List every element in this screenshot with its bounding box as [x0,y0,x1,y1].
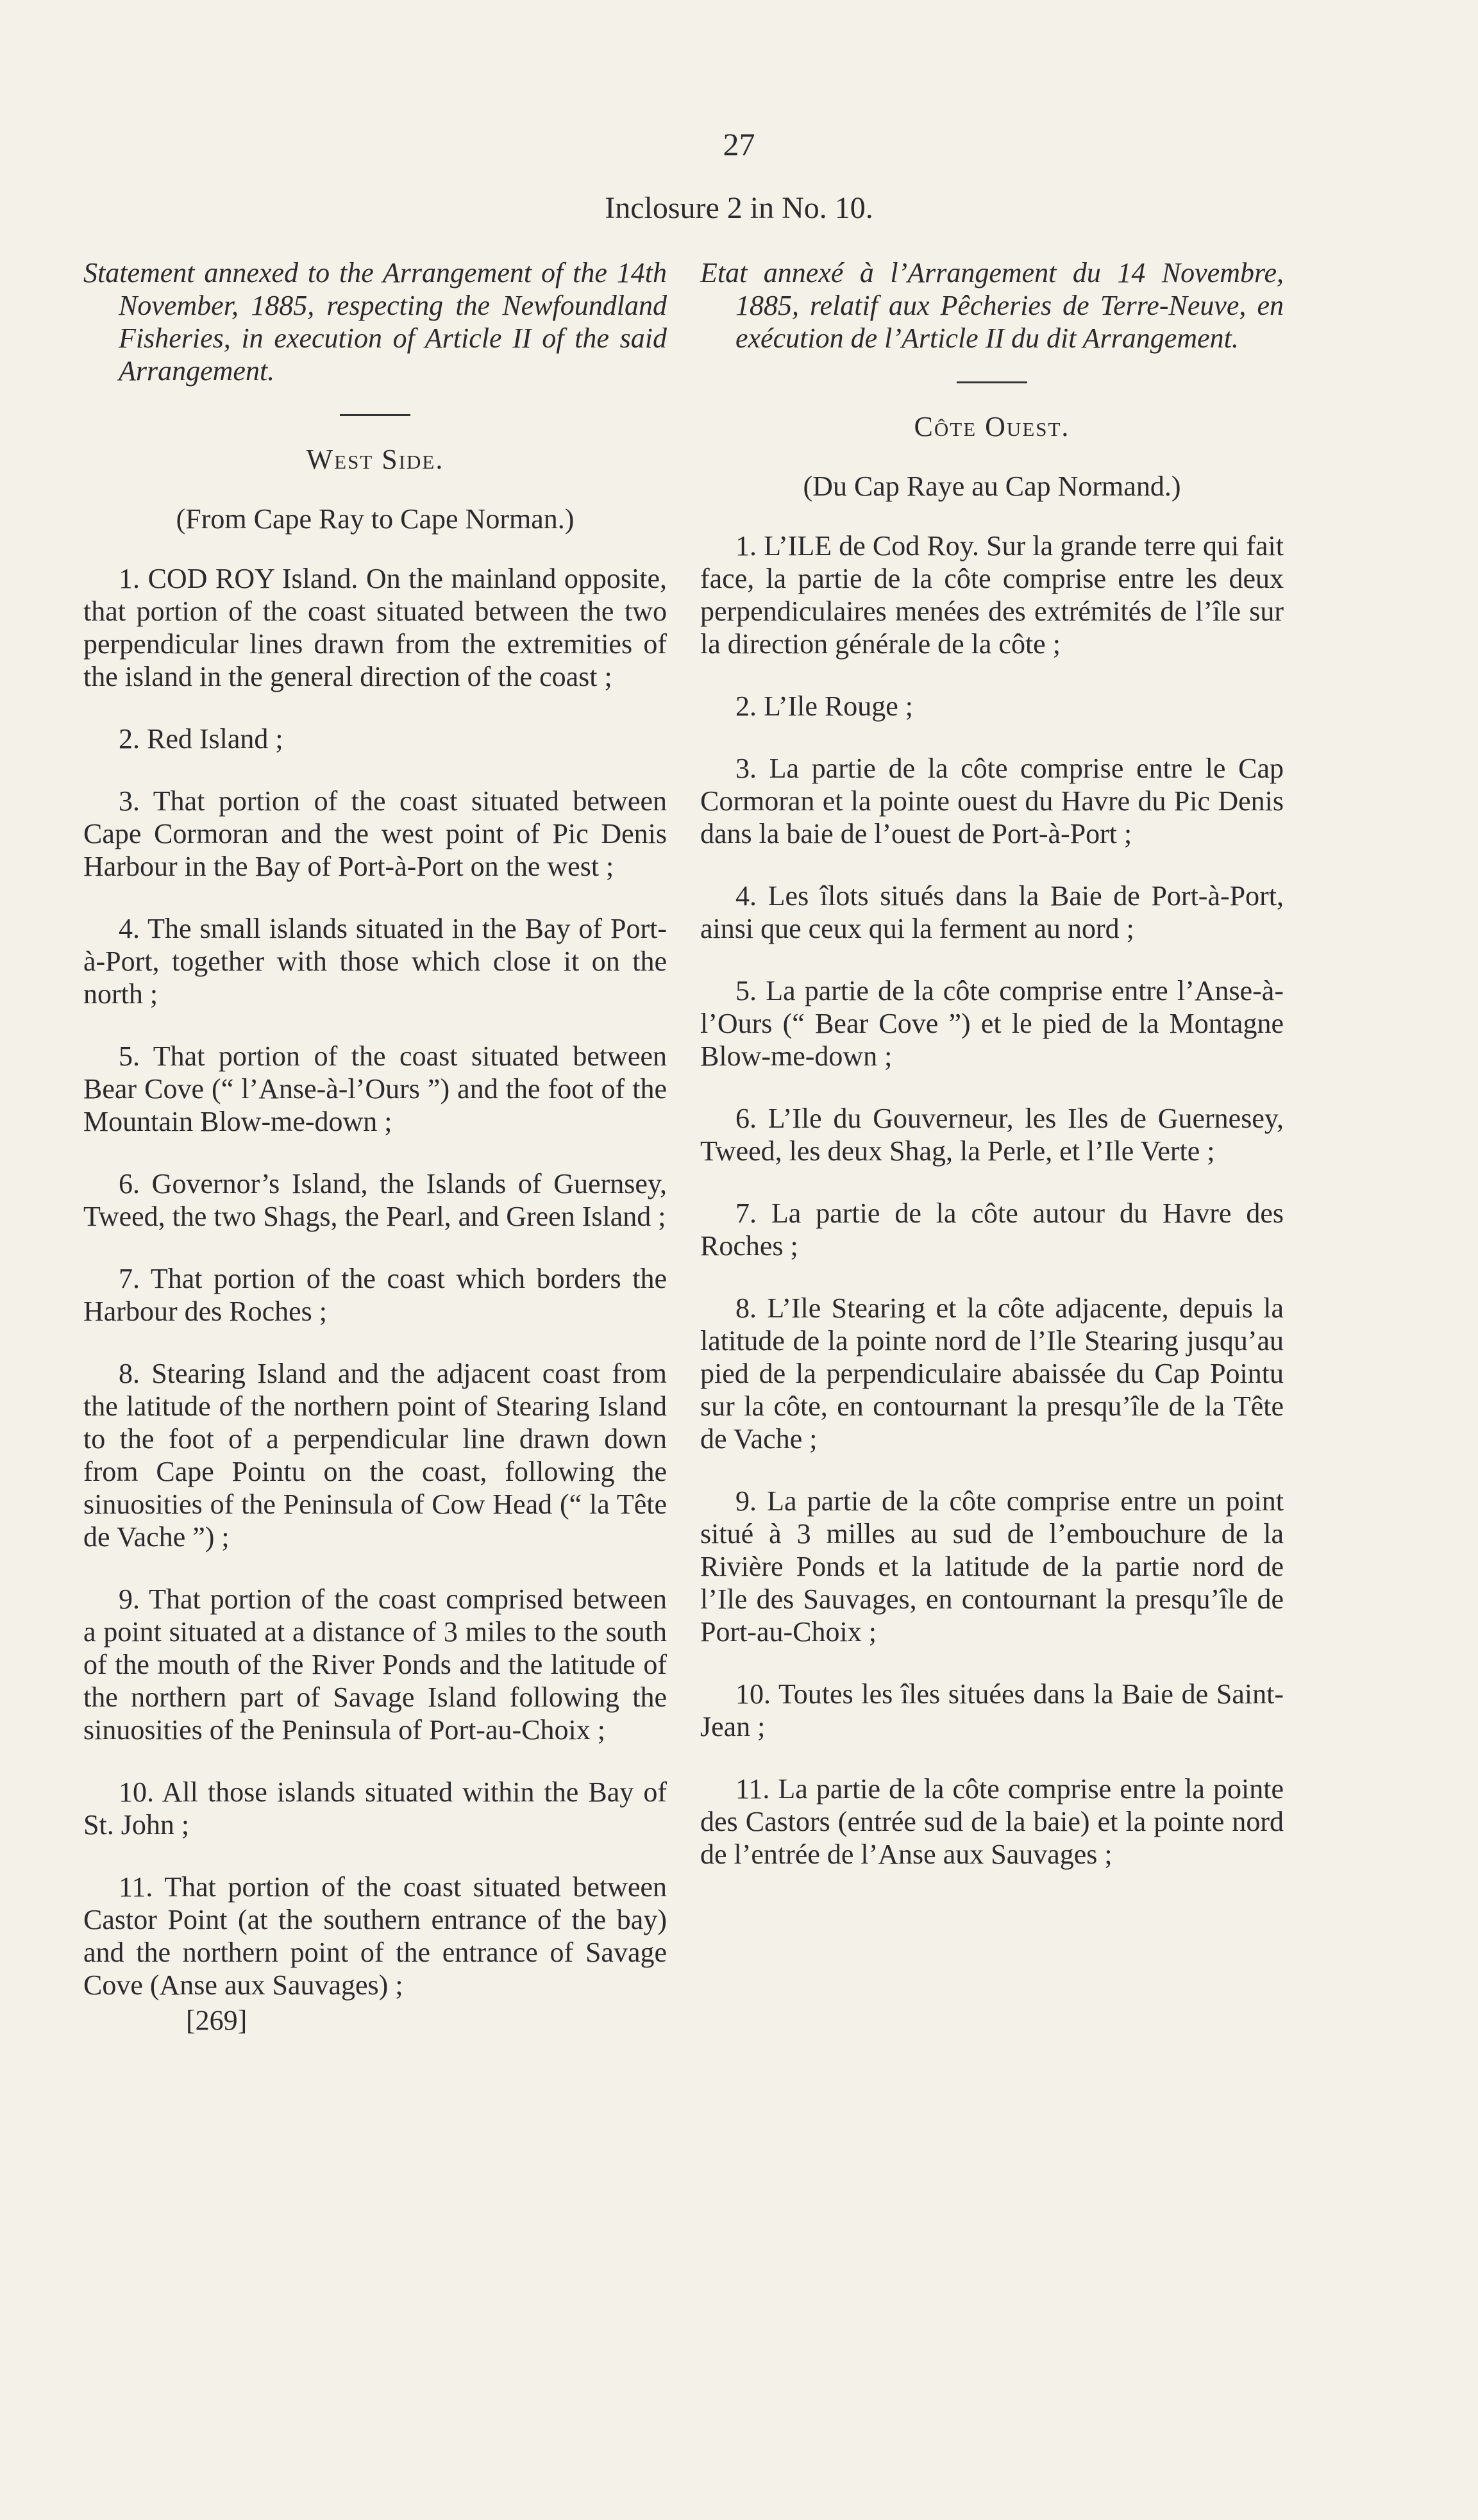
english-side-heading: West Side. [306,444,444,475]
english-divider [340,414,410,416]
french-statement: Etat annexé à l’Arrangement du 14 Novembre, 1885, relatif aux Pêcheries de Terre-Neuve, en exécution de l’Article II du dit Arrangement. [700,257,1284,354]
english-item-8: 8. Stearing Island and the adjacent coast from the latitude of the northern point of Stearing Island to the foot of a perpendicular line drawn down from Cape Pointu on the coast, following the sinuosities of the Peninsula of Cow Head (“ la Tête de Vache ”) ; [83,1358,667,1553]
french-side-heading: Côte Ouest. [914,411,1070,442]
french-item-5: 5. La partie de la côte comprise entre l’Anse-à-l’Ours (“ Bear Cove ”) et le pied de la Montagne Blow-me-down ; [700,975,1284,1072]
english-item-6: 6. Governor’s Island, the Islands of Guernsey, Tweed, the two Shags, the Pearl, and Green Island ; [83,1168,667,1232]
french-divider [957,381,1027,383]
english-item-10: 10. All those islands situated within the Bay of St. John ; [83,1776,667,1840]
english-statement: Statement annexed to the Arrangement of the 14th November, 1885, respecting the Newfoundland Fisheries, in execution of Article II of the said Arrangement. [83,257,667,387]
page-number: 27 [723,126,755,162]
english-item-11: 11. That portion of the coast situated between Castor Point (at the southern entrance of the bay) and the northern point of the entrance of Savage Cove (Anse aux Sauvages) ; [83,1871,667,2001]
inclosure-heading: Inclosure 2 in No. 10. [605,191,873,225]
english-item-3: 3. That portion of the coast situated between Cape Cormoran and the west point of Pic Denis Harbour in the Bay of Port-à-Port on the west ; [83,785,667,882]
french-item-10: 10. Toutes les îles situées dans la Baie de Saint-Jean ; [700,1678,1284,1742]
french-items [700,530,1284,1871]
french-item-2: 2. L’Ile Rouge ; [735,690,913,722]
english-range: (From Cape Ray to Cape Norman.) [176,503,575,535]
french-column [700,256,1284,1871]
english-item-7: 7. That portion of the coast which borders the Harbour des Roches ; [83,1263,667,1327]
french-item-11: 11. La partie de la côte comprise entre la pointe des Castors (entrée sud de la baie) et la pointe nord de l’entrée de l’Anse aux Sauvages ; [700,1773,1284,1870]
english-item-1: 1. COD ROY Island. On the mainland opposite, that portion of the coast situated between the two perpendicular lines drawn from the extremities of the island in the general direction of the coast ; [83,563,667,692]
french-item-6: 6. L’Ile du Gouverneur, les Iles de Guernesey, Tweed, les deux Shag, la Perle, et l’Ile Verte ; [700,1103,1284,1167]
english-column [83,256,667,2037]
french-item-7: 7. La partie de la côte autour du Havre des Roches ; [700,1197,1284,1262]
french-item-9: 9. La partie de la côte comprise entre un point situé à 3 milles au sud de l’embouchure de la Rivière Ponds et la latitude de la partie nord de l’Ile des Sauvages, en contournant la presqu’île de Port-au-Choix ; [700,1485,1284,1648]
english-items [83,562,667,2001]
english-item-2: 2. Red Island ; [119,723,283,755]
english-item-4: 4. The small islands situated in the Bay of Port-à-Port, together with those which close it on the north ; [83,913,667,1010]
english-item-9: 9. That portion of the coast comprised between a point situated at a distance of 3 miles to the south of the mouth of the River Ponds and the latitude of the northern part of Savage Island following the sinuosities of the Peninsula of Port-au-Choix ; [83,1583,667,1746]
french-item-8: 8. L’Ile Stearing et la côte adjacente, depuis la latitude de la pointe nord de l’Ile Stearing jusqu’au pied de la perpendiculaire abaissée du Cap Pointu sur la côte, en contournant la presqu’île de la Tête de Vache ; [700,1292,1284,1455]
french-range: (Du Cap Raye au Cap Normand.) [803,471,1181,502]
page-reference: [269] [186,2005,248,2036]
english-item-5: 5. That portion of the coast situated between Bear Cove (“ l’Anse-à-l’Ours ”) and the foot of the Mountain Blow-me-down ; [83,1040,667,1137]
french-item-4: 4. Les îlots situés dans la Baie de Port-à-Port, ainsi que ceux qui la ferment au nord ; [700,880,1284,944]
french-item-3: 3. La partie de la côte comprise entre le Cap Cormoran et la pointe ouest du Havre du Pic Denis dans la baie de l’ouest de Port-à-Port ; [700,753,1284,849]
french-item-1: 1. L’ILE de Cod Roy. Sur la grande terre qui fait face, la partie de la côte comprise entre les deux perpendiculaires menées des extrémités de l’île sur la direction générale de la côte ; [700,530,1284,660]
